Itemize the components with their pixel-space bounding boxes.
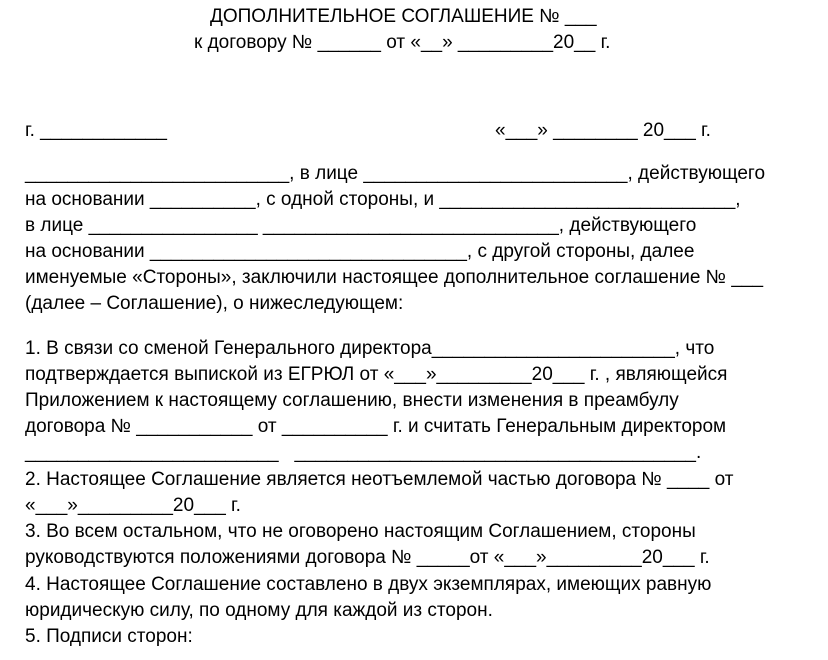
preamble-line: на основании __________, с одной стороны, и ____________________________, [25,189,741,210]
date-field: «___» ________ 20___ г. [495,120,711,141]
preamble-line: _________________________, в лице _________________________, действующего [25,163,766,184]
clause-line: 2. Настоящее Соглашение является неотъемлемой частью договора № ____ от [25,469,734,490]
city-field: г. ____________ [25,120,167,141]
preamble-line: (далее – Соглашение), о нижеследующем: [25,293,404,314]
clause-line: 3. Во всем остальном, что не оговорено настоящим Соглашением, стороны [25,521,696,542]
document-subtitle: к договору № ______ от «__» _________20__ г. [194,32,611,53]
document-title: ДОПОЛНИТЕЛЬНОЕ СОГЛАШЕНИЕ № ___ [210,6,597,27]
clause-line: юридическую силу, по одному для каждой из сторон. [25,600,493,621]
preamble-line: в лице ________________ ____________________________, действующего [25,215,697,236]
clause-line: 5. Подписи сторон: [25,626,193,647]
clause-line: «___»_________20___ г. [25,495,241,516]
clause-line: 4. Настоящее Соглашение составлено в двух экземплярах, имеющих равную [25,574,712,595]
clause-line: подтверждается выпиской из ЕГРЮЛ от «___»_________20___ г. , являющейся [25,364,728,385]
clause-line: ________________________ ______________________________________. [25,442,702,463]
clause-line: Приложением к настоящему соглашению, внести изменения в преамбулу [25,390,679,411]
preamble-line: на основании ______________________________, с другой стороны, далее [25,241,695,262]
preamble-line: именуемые «Стороны», заключили настоящее дополнительное соглашение № ___ [25,267,764,288]
clause-line: руководствуются положениями договора № _____от «___»_________20___ г. [25,547,710,568]
clause-line: договора № ___________ от __________ г. и считать Генеральным директором [25,416,727,437]
clause-line: 1. В связи со сменой Генерального директора_______________________, что [25,338,715,359]
